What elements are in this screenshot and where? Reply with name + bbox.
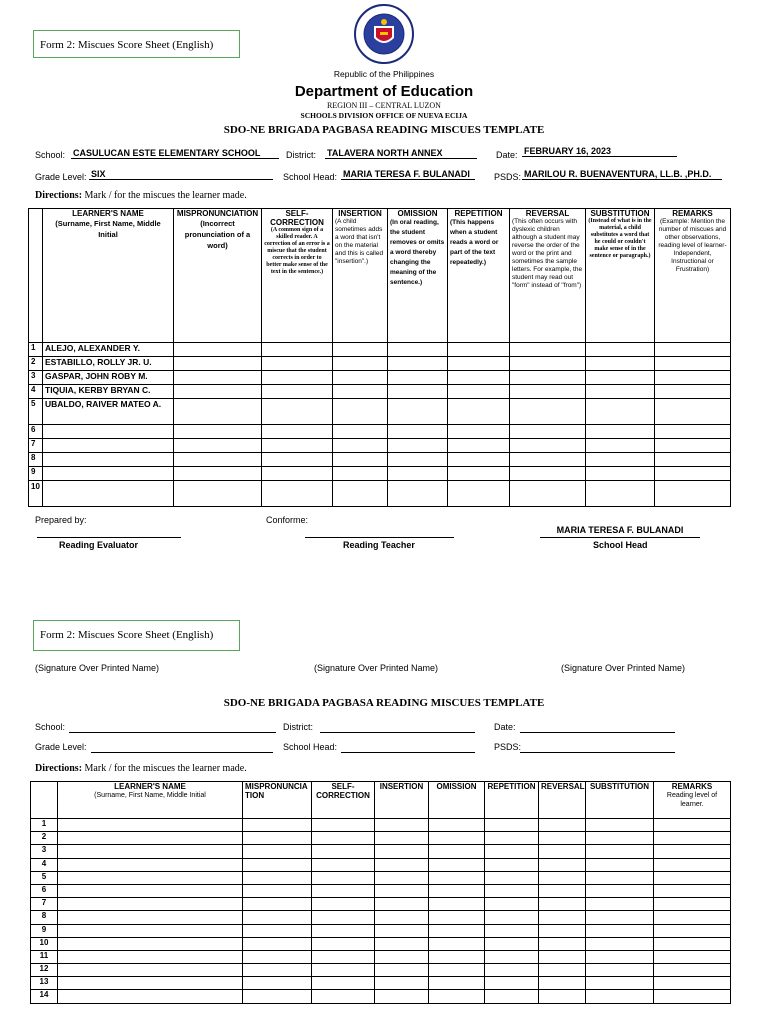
score-cell[interactable] (312, 990, 375, 1003)
conforme-label: Conforme: (266, 515, 309, 525)
score-cell[interactable] (654, 832, 731, 845)
table-row (31, 871, 731, 884)
num-header-2 (31, 782, 58, 819)
score-cell[interactable] (375, 819, 429, 832)
table-row (31, 819, 731, 832)
score-cell[interactable] (539, 964, 586, 977)
date-label-2: Date: (494, 722, 516, 732)
republic-text: Republic of the Philippines (333, 69, 435, 79)
score-cell[interactable] (429, 832, 485, 845)
evaluator-signature-line[interactable] (37, 537, 181, 538)
score-cell[interactable] (375, 924, 429, 937)
learner-name-header-2: LEARNER'S NAME (Surname, First Name, Middle Initial (58, 782, 243, 819)
row-number: 7 (31, 898, 58, 911)
score-cell[interactable] (485, 911, 539, 924)
score-cell[interactable] (243, 884, 312, 897)
form-label-2: Form 2: Miscues Score Sheet (English) (33, 620, 240, 651)
score-cell[interactable] (375, 832, 429, 845)
score-cell[interactable] (539, 950, 586, 963)
row-number: 6 (31, 884, 58, 897)
mispronunciation-header: MISPRONUNCIATION (Incorrect pronunciation of a word) (174, 209, 262, 343)
score-cell[interactable] (312, 845, 375, 858)
reading-evaluator-label: Reading Evaluator (59, 540, 139, 550)
learner-name-cell[interactable] (58, 964, 243, 977)
row-number: 3 (31, 845, 58, 858)
score-cell[interactable] (243, 819, 312, 832)
score-cell[interactable] (654, 964, 731, 977)
school-field-2[interactable] (69, 722, 276, 733)
table-row (31, 845, 731, 858)
score-cell[interactable] (243, 832, 312, 845)
directions-label-2: Directions: (35, 763, 83, 774)
score-cell[interactable] (429, 898, 485, 911)
score-cell[interactable] (243, 977, 312, 990)
score-cell[interactable] (654, 977, 731, 990)
district-label-2: District: (283, 722, 313, 732)
score-cell[interactable] (243, 845, 312, 858)
score-cell[interactable] (539, 832, 586, 845)
table-row: 6 (29, 425, 731, 439)
psds-label-2: PSDS: (494, 742, 522, 752)
score-cell[interactable] (375, 990, 429, 1003)
score-cell[interactable] (586, 964, 654, 977)
score-cell[interactable] (654, 845, 731, 858)
score-cell[interactable] (243, 858, 312, 871)
learner-name-cell[interactable] (58, 884, 243, 897)
row-number: 1 (31, 819, 58, 832)
table-row (31, 884, 731, 897)
row-number: 14 (31, 990, 58, 1003)
score-cell[interactable] (485, 884, 539, 897)
score-cell[interactable] (429, 845, 485, 858)
district-field-2[interactable] (320, 722, 475, 733)
row-number: 12 (31, 964, 58, 977)
score-cell[interactable] (243, 924, 312, 937)
school-head-name: MARIA TERESA F. BULANADI (556, 525, 684, 535)
department-title: Department of Education (294, 83, 474, 100)
score-cell[interactable] (429, 871, 485, 884)
reading-teacher-label: Reading Teacher (343, 540, 415, 550)
score-cell[interactable] (586, 845, 654, 858)
learner-name-cell[interactable] (58, 832, 243, 845)
score-cell[interactable] (539, 819, 586, 832)
school-label: School: (35, 150, 66, 160)
score-cell[interactable] (654, 990, 731, 1003)
school-head-field[interactable]: MARIA TERESA F. BULANADI (341, 169, 475, 180)
score-cell[interactable] (312, 884, 375, 897)
omission-header-2: OMISSION (429, 782, 485, 819)
score-cell[interactable] (429, 924, 485, 937)
score-cell[interactable] (539, 871, 586, 884)
table-row (31, 937, 731, 950)
score-cell[interactable] (586, 832, 654, 845)
region-text: REGION III – CENTRAL LUZON (327, 101, 441, 110)
score-cell[interactable] (586, 924, 654, 937)
row-number: 2 (31, 832, 58, 845)
directions-label: Directions: (35, 190, 83, 201)
signature-placeholder-1: (Signature Over Printed Name) (35, 663, 160, 673)
score-cell[interactable] (586, 819, 654, 832)
score-cell[interactable] (312, 977, 375, 990)
learner-name-cell[interactable] (58, 924, 243, 937)
signature-placeholder-2: (Signature Over Printed Name) (314, 663, 439, 673)
score-cell[interactable] (312, 871, 375, 884)
score-cell[interactable] (485, 898, 539, 911)
learner-name-cell[interactable] (58, 911, 243, 924)
score-cell[interactable] (539, 898, 586, 911)
score-cell[interactable] (375, 911, 429, 924)
school-field[interactable]: CASULUCAN ESTE ELEMENTARY SCHOOL (71, 148, 279, 159)
district-label: District: (286, 150, 316, 160)
row-number: 8 (31, 911, 58, 924)
table-row: 10 (29, 481, 731, 507)
reversal-header-2: REVERSAL (539, 782, 586, 819)
grade-field[interactable]: SIX (89, 169, 273, 180)
psds-label: PSDS: (494, 172, 522, 182)
remarks-header-2: REMARKS Reading level of learner. (654, 782, 731, 819)
score-cell[interactable] (429, 937, 485, 950)
score-cell[interactable] (485, 871, 539, 884)
score-cell[interactable] (586, 884, 654, 897)
table-row: 7 (29, 439, 731, 453)
template-title: SDO-NE BRIGADA PAGBASA READING MISCUES TEMPLATE (223, 124, 545, 136)
score-cell[interactable] (243, 911, 312, 924)
omission-header: OMISSION (In oral reading, the student removes or omits a word thereby changing the meaning of the sentence.) (388, 209, 448, 343)
score-cell[interactable] (485, 832, 539, 845)
score-cell[interactable] (375, 858, 429, 871)
score-cell[interactable] (654, 950, 731, 963)
teacher-signature-line[interactable] (305, 537, 454, 538)
score-cell[interactable] (654, 858, 731, 871)
score-cell[interactable] (586, 977, 654, 990)
table-row (31, 924, 731, 937)
learner-name-cell[interactable] (58, 977, 243, 990)
insertion-header-2: INSERTION (375, 782, 429, 819)
learner-name-cell[interactable]: TIQUIA, KERBY BRYAN C. (43, 385, 174, 399)
score-cell[interactable] (312, 911, 375, 924)
table-row (31, 964, 731, 977)
row-number: 10 (31, 937, 58, 950)
school-head-field-2[interactable] (341, 742, 475, 753)
learner-name-cell[interactable] (58, 871, 243, 884)
school-label-2: School: (35, 722, 66, 732)
score-cell[interactable] (312, 924, 375, 937)
date-field-2[interactable] (520, 722, 675, 733)
score-cell[interactable] (539, 884, 586, 897)
score-cell[interactable] (485, 990, 539, 1003)
score-cell[interactable] (312, 950, 375, 963)
grade-label-2: Grade Level: (35, 742, 87, 752)
repetition-header-2: REPETITION (485, 782, 539, 819)
row-number: 5 (31, 871, 58, 884)
score-cell[interactable] (243, 871, 312, 884)
score-cell[interactable] (485, 950, 539, 963)
learner-name-cell[interactable] (58, 858, 243, 871)
miscues-table-1 (28, 208, 731, 507)
table-row (31, 898, 731, 911)
score-cell[interactable] (654, 937, 731, 950)
score-cell[interactable] (429, 990, 485, 1003)
score-cell[interactable] (375, 937, 429, 950)
score-cell[interactable] (586, 937, 654, 950)
score-cell[interactable] (429, 911, 485, 924)
score-cell[interactable] (429, 819, 485, 832)
signature-placeholder-3: (Signature Over Printed Name) (561, 663, 686, 673)
psds-field[interactable]: MARILOU R. BUENAVENTURA, LL.B. ,PH.D. (522, 169, 722, 180)
learner-name-cell[interactable] (58, 950, 243, 963)
grade-label: Grade Level: (35, 172, 87, 182)
learner-name-cell[interactable] (58, 898, 243, 911)
psds-field-2[interactable] (520, 742, 675, 753)
score-cell[interactable] (375, 884, 429, 897)
table-row: 2 ESTABILLO, ROLLY JR. U. (29, 357, 731, 371)
learner-name-header: LEARNER'S NAME (Surname, First Name, Middle Initial (43, 209, 174, 343)
insertion-header: INSERTION (A child sometimes adds a word that isn't on the material and this is called "insertion".) (333, 209, 388, 343)
learner-name-cell[interactable] (43, 425, 174, 439)
score-cell[interactable] (429, 950, 485, 963)
table-row: 3 GASPAR, JOHN ROBY M. (29, 371, 731, 385)
score-cell[interactable] (429, 977, 485, 990)
table-row: 8 (29, 453, 731, 467)
directions (35, 190, 247, 201)
score-cell[interactable] (429, 858, 485, 871)
learner-name-cell[interactable] (43, 481, 174, 507)
table-row (31, 977, 731, 990)
score-cell[interactable] (312, 832, 375, 845)
row-number: 11 (31, 950, 58, 963)
reversal-header: REVERSAL (This often occurs with dyslexic children although a student may reverse the order of the word or the print and sometimes the sample letters. For example, the student may read out "form" instead of "from") (510, 209, 586, 343)
score-cell[interactable] (243, 990, 312, 1003)
form-label: Form 2: Miscues Score Sheet (English) (33, 30, 240, 58)
table-row: 4 TIQUIA, KERBY BRYAN C. (29, 385, 731, 399)
score-cell[interactable] (586, 911, 654, 924)
score-cell[interactable] (485, 924, 539, 937)
table-row: 5 UBALDO, RAIVER MATEO A. (29, 399, 731, 425)
learner-name-cell[interactable] (43, 453, 174, 467)
score-cell[interactable] (539, 845, 586, 858)
learner-name-cell[interactable] (58, 990, 243, 1003)
learner-name-cell[interactable] (43, 467, 174, 481)
district-field[interactable]: TALAVERA NORTH ANNEX (325, 148, 477, 159)
learner-name-cell[interactable] (58, 845, 243, 858)
template-title-2: SDO-NE BRIGADA PAGBASA READING MISCUES TEMPLATE (223, 697, 545, 709)
learner-name-cell[interactable]: UBALDO, RAIVER MATEO A. (43, 399, 174, 425)
score-cell[interactable] (586, 898, 654, 911)
score-cell[interactable] (485, 964, 539, 977)
learner-name-cell[interactable]: ALEJO, ALEXANDER Y. (43, 343, 174, 357)
table-row (31, 858, 731, 871)
self-correction-header-2: SELF-CORRECTION (312, 782, 375, 819)
learner-name-cell[interactable] (58, 819, 243, 832)
score-cell[interactable] (586, 871, 654, 884)
table-row (31, 832, 731, 845)
score-cell[interactable] (654, 871, 731, 884)
score-cell[interactable] (586, 990, 654, 1003)
directions-2 (35, 763, 247, 774)
table-row: 1 ALEJO, ALEXANDER Y. (29, 343, 731, 357)
substitution-header: SUBSTITUTION (Instead of what is in the material, a child substitutes a word that he could or couldn't make sense of in the sentence or paragraph.) (586, 209, 655, 343)
school-head-label-2: School Head: (283, 742, 338, 752)
school-head-role: School Head (593, 540, 648, 550)
directions-text-2: Mark / for the miscues the learner made. (82, 763, 247, 774)
self-correction-header: SELF-CORRECTION (A common sign of a skilled reader. A correction of an error is a miscue that the student corrects in order to better make sense of the text in the sentence.) (262, 209, 333, 343)
score-cell[interactable] (243, 937, 312, 950)
learner-name-cell[interactable] (58, 937, 243, 950)
score-cell[interactable] (312, 964, 375, 977)
score-cell[interactable] (312, 858, 375, 871)
score-cell[interactable] (312, 819, 375, 832)
score-cell[interactable] (375, 977, 429, 990)
learner-name-cell[interactable] (43, 439, 174, 453)
grade-field-2[interactable] (91, 742, 273, 753)
score-cell[interactable] (654, 884, 731, 897)
score-cell[interactable] (654, 924, 731, 937)
learner-name-cell[interactable]: GASPAR, JOHN ROBY M. (43, 371, 174, 385)
mispronunciation-header-2: MISPRONUNCIATION (243, 782, 312, 819)
remarks-header: REMARKS (Example: Mention the number of miscues and other observations, reading level of learner- Independent, Instructional or Frustration) (655, 209, 731, 343)
score-cell[interactable] (375, 871, 429, 884)
score-cell[interactable] (375, 964, 429, 977)
directions-text: Mark / for the miscues the learner made. (82, 190, 247, 201)
score-cell[interactable] (375, 950, 429, 963)
score-cell[interactable] (485, 845, 539, 858)
score-cell[interactable] (539, 924, 586, 937)
score-cell[interactable] (485, 819, 539, 832)
score-cell[interactable] (485, 858, 539, 871)
row-number: 4 (31, 858, 58, 871)
score-cell[interactable] (375, 898, 429, 911)
table-row (31, 950, 731, 963)
score-cell[interactable] (586, 858, 654, 871)
score-cell[interactable] (243, 898, 312, 911)
table-row: 9 (29, 467, 731, 481)
prepared-by-label: Prepared by: (35, 515, 87, 525)
score-cell[interactable] (243, 950, 312, 963)
score-cell[interactable] (586, 950, 654, 963)
score-cell[interactable] (654, 819, 731, 832)
school-head-label: School Head: (283, 172, 338, 182)
table-row (31, 990, 731, 1003)
score-cell[interactable] (429, 884, 485, 897)
deped-seal-logo (354, 4, 414, 69)
repetition-header: REPETITION (This happens when a student reads a word or part of the text repeatedly.) (448, 209, 510, 343)
score-cell[interactable] (312, 898, 375, 911)
score-cell[interactable] (539, 977, 586, 990)
row-number: 13 (31, 977, 58, 990)
table-row (31, 911, 731, 924)
score-cell[interactable] (539, 937, 586, 950)
score-cell[interactable] (654, 911, 731, 924)
score-cell[interactable] (243, 964, 312, 977)
score-cell[interactable] (375, 845, 429, 858)
score-cell[interactable] (485, 937, 539, 950)
score-cell[interactable] (539, 990, 586, 1003)
score-cell[interactable] (485, 977, 539, 990)
score-cell[interactable] (312, 937, 375, 950)
score-cell[interactable] (429, 964, 485, 977)
head-signature-line[interactable] (540, 537, 700, 538)
date-field[interactable]: FEBRUARY 16, 2023 (522, 146, 677, 157)
score-cell[interactable] (654, 898, 731, 911)
row-number: 9 (31, 924, 58, 937)
date-label: Date: (496, 150, 518, 160)
score-cell[interactable] (539, 858, 586, 871)
num-header (29, 209, 43, 343)
division-text: SCHOOLS DIVISION OFFICE OF NUEVA ECIJA (300, 111, 468, 120)
miscues-table-2 (30, 781, 731, 1004)
score-cell[interactable] (539, 911, 586, 924)
learner-name-cell[interactable]: ESTABILLO, ROLLY JR. U. (43, 357, 174, 371)
substitution-header-2: SUBSTITUTION (586, 782, 654, 819)
